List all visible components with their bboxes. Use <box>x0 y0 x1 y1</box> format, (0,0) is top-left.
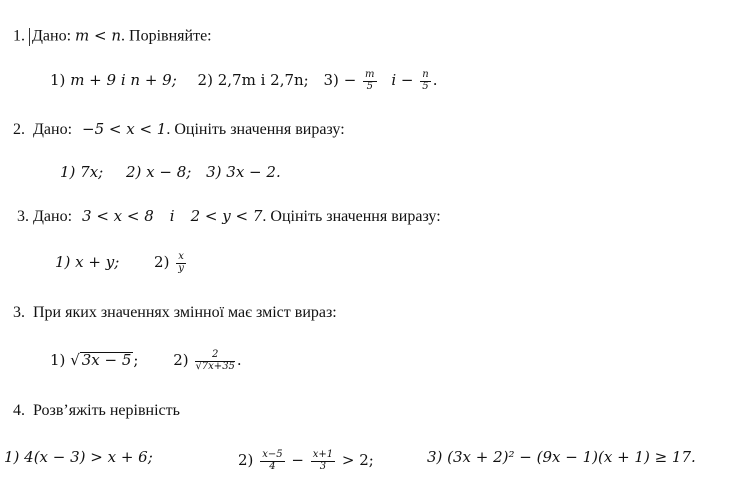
fraction-numerator: x <box>178 251 184 262</box>
p5-fraction-1 <box>260 450 284 472</box>
p5-minus: − <box>291 451 304 469</box>
problem-2-instruction: . Оцініть значення виразу: <box>166 121 345 138</box>
fraction-denominator: 5 <box>366 80 373 92</box>
problem-2-condition: −5 < x < 1 <box>82 120 167 138</box>
problem-1-given-label: Дано: <box>32 27 72 45</box>
fraction-denominator: 4 <box>269 460 276 472</box>
p1-item-2-number: 2) <box>197 71 213 89</box>
p1-item-3-number: 3) <box>323 71 339 89</box>
problem-3-condition-y: 2 < y < 7 <box>190 207 263 225</box>
p1-item-3-end: . <box>432 71 438 89</box>
p2-item-1: 1) 7x; <box>60 163 104 181</box>
problem-2-heading <box>13 122 345 138</box>
problem-2-items <box>60 165 281 180</box>
p3-item-1: 1) x + y; <box>55 253 120 271</box>
fraction-numerator: 2 <box>195 350 234 362</box>
fraction-denominator: 5 <box>422 80 429 92</box>
p4-square-root: √ 3x − 5 <box>70 351 132 369</box>
problem-4-text: При яких значеннях змінної має зміст вираз: <box>33 304 337 321</box>
problem-4-heading <box>13 305 337 321</box>
p5-item-2 <box>238 450 374 472</box>
problem-3-and: і <box>169 207 175 225</box>
p5-item-2-end: > 2; <box>341 451 374 469</box>
p4-item-1-number: 1) <box>50 351 66 369</box>
problem-4-items <box>50 350 242 372</box>
problem-3-number: 3. <box>17 208 29 225</box>
p2-item-2: 2) x − 8; <box>126 163 192 181</box>
problem-3-items <box>55 252 188 274</box>
inequality-1: 1) 4(x − 3) > x + 6; <box>4 448 153 466</box>
inequality-3: 3) (3x + 2)² − (9x − 1)(x + 1) ≥ 17. <box>427 448 696 466</box>
problem-2-given-label: Дано: <box>33 121 73 138</box>
p5-fraction-2 <box>311 450 335 472</box>
p4-fraction-2-over-root <box>195 350 234 372</box>
fraction-denominator: 3 <box>319 460 327 472</box>
fraction-denominator: y <box>178 262 184 274</box>
p2-item-3: 3) 3x − 2. <box>206 163 281 181</box>
p4-item-1-end: ; <box>133 351 139 369</box>
fraction-numerator: x−5 <box>262 449 283 460</box>
fraction-numerator: x+1 <box>312 449 334 460</box>
text-cursor <box>29 28 30 46</box>
problem-1-items <box>50 70 437 92</box>
problem-5-text: Розв’яжіть нерівність <box>33 402 180 419</box>
problem-3-instruction: . Оцініть значення виразу: <box>262 208 441 225</box>
p5-item-3 <box>427 450 696 465</box>
p1-item-3-minus: − <box>343 71 357 89</box>
problem-1-number: 1. <box>13 27 25 45</box>
p1-item-1: m + 9 і n + 9; <box>70 71 177 89</box>
p1-fraction-n-over-5 <box>420 70 430 92</box>
problem-5-number: 4. <box>13 402 25 419</box>
problem-1-heading <box>13 28 212 46</box>
p5-item-1 <box>4 450 153 465</box>
p4-item-2-number: 2) <box>173 351 189 369</box>
radicand: 3x − 5 <box>81 351 132 369</box>
problem-3-condition-x: 3 < x < 8 <box>82 207 154 225</box>
fraction-numerator: n <box>422 69 429 80</box>
fraction-numerator: m <box>365 69 375 80</box>
p1-item-3-middle: і − <box>391 71 414 89</box>
problem-3-given-label: Дано: <box>33 208 73 225</box>
p4-item-2-end: . <box>236 351 242 369</box>
problem-1-condition: m < n <box>75 26 122 45</box>
p3-fraction-x-over-y <box>176 252 186 274</box>
problem-1-instruction: . Порівняйте: <box>121 27 212 45</box>
p5-item-2-number: 2) <box>238 451 254 469</box>
problem-5-heading <box>13 403 180 419</box>
problem-4-number: 3. <box>13 304 25 321</box>
p1-item-1-number: 1) <box>50 71 66 89</box>
problem-3-heading <box>17 209 441 225</box>
p1-item-2: 2,7m і 2,7n; <box>217 71 309 89</box>
problem-2-number: 2. <box>13 121 25 138</box>
p1-fraction-m-over-5 <box>363 70 376 92</box>
p3-item-2-number: 2) <box>154 253 170 271</box>
fraction-denominator: √7x+35 <box>195 360 235 372</box>
